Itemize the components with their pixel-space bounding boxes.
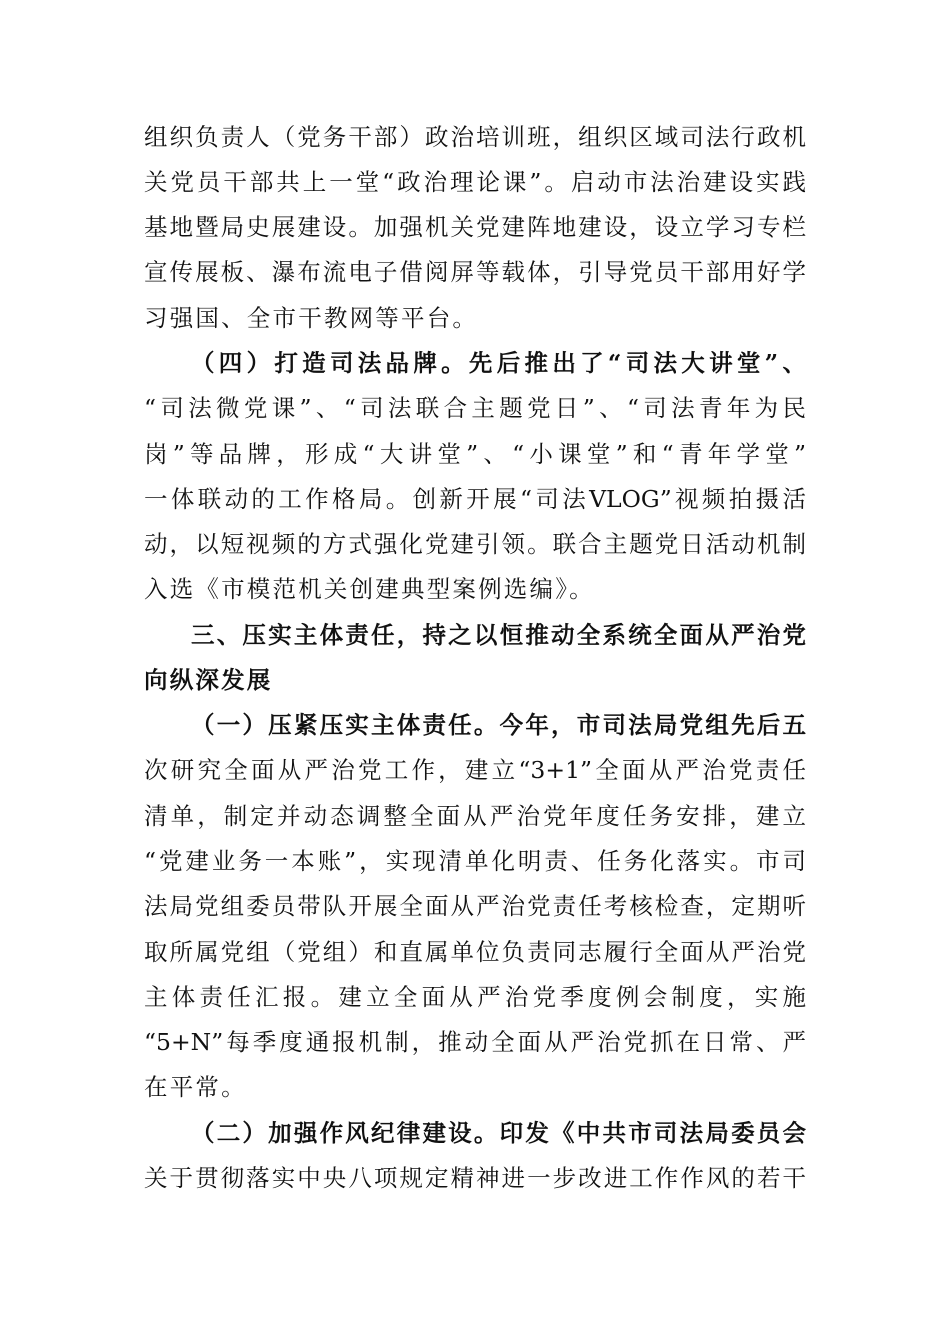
text-line: 法局党组委员带队开展全面从严治党责任考核检查，定期听 <box>144 892 806 920</box>
text-line: 动，以短视频的方式强化党建引领。联合主题党日活动机制 <box>144 530 806 558</box>
text-line: 关于贯彻落实中央八项规定精神进一步改进工作作风的若干 <box>144 1164 806 1192</box>
text-line: 组织负责人（党务干部）政治培训班，组织区域司法行政机 <box>144 123 806 151</box>
text-line: 宣传展板、瀑布流电子借阅屏等载体，引导党员干部用好学 <box>144 258 806 286</box>
section-heading-yi: （一）压紧压实主体责任。今年，市司法局党组先后五 <box>191 711 806 739</box>
section-heading-si: （四）打造司法品牌。先后推出了“司法大讲堂”、 <box>191 349 806 377</box>
text-line: 次研究全面从严治党工作，建立“3+1”全面从严治党责任 <box>144 756 806 784</box>
text-line: 取所属党组（党组）和直属单位负责同志履行全面从严治党 <box>144 938 806 966</box>
text-line: 清单，制定并动态调整全面从严治党年度任务安排，建立 <box>144 802 806 830</box>
text-line: “5+N”每季度通报机制，推动全面从严治党抓在日常、严 <box>144 1028 806 1056</box>
section-heading-er: （二）加强作风纪律建设。印发《中共市司法局委员会 <box>191 1119 806 1147</box>
text-line: 习强国、全市干教网等平台。 <box>144 304 479 332</box>
section-heading-three-cont: 向纵深发展 <box>144 666 273 694</box>
text-line: 关党员干部共上一堂“政治理论课”。启动市法治建设实践 <box>144 168 806 196</box>
text-line: “党建业务一本账”，实现清单化明责、任务化落实。市司 <box>144 847 806 875</box>
text-line: “司法微党课”、“司法联合主题党日”、“司法青年为民 <box>144 394 806 422</box>
text-line: 一体联动的工作格局。创新开展“司法VLOG”视频拍摄活 <box>144 485 806 513</box>
text-line: 在平常。 <box>144 1073 247 1101</box>
section-heading-three: 三、压实主体责任，持之以恒推动全系统全面从严治党 <box>191 621 806 649</box>
text-line: 入选《市模范机关创建典型案例选编》。 <box>144 575 595 603</box>
text-line: 主体责任汇报。建立全面从严治党季度例会制度，实施 <box>144 983 806 1011</box>
text-line: 基地暨局史展建设。加强机关党建阵地建设，设立学习专栏 <box>144 213 806 241</box>
text-line: 岗”等品牌，形成“大讲堂”、“小课堂”和“青年学堂” <box>144 440 806 468</box>
